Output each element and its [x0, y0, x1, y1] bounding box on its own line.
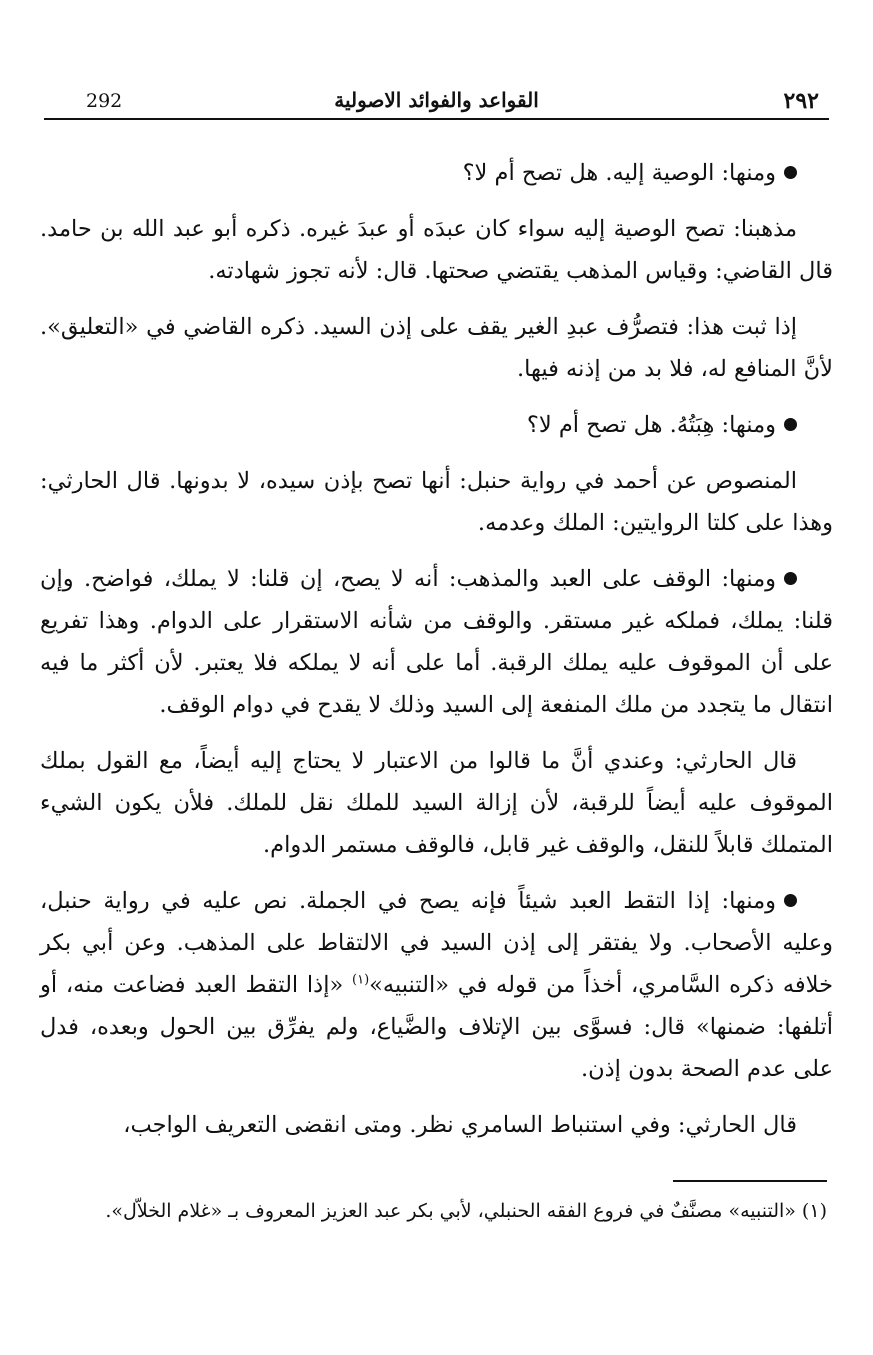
bullet-icon — [784, 166, 797, 179]
paragraph: المنصوص عن أحمد في رواية حنبل: أنها تصح بإذن سيده، لا بدونها. قال الحارثي: وهذا على كلتا الروايتين: الملك وعدمه. — [40, 468, 833, 536]
footnote: (١) «التنبيه» مصنَّفٌ في فروع الفقه الحنبلي، لأبي بكر عبد العزيز المعروف بـ «غلام الخلاّل». — [105, 1200, 827, 1222]
bullet-icon — [784, 894, 797, 907]
page-number-latin: 292 — [86, 90, 123, 112]
paragraph: ومنها: الوقف على العبد والمذهب: أنه لا يصح، إن قلنا: لا يملك، فواضح. وإن قلنا: يملك، فملكه غير مستقر. والوقف من شأنه الاستقرار على الدوام. وهذا تفريع على أن الموقوف عليه يملك الرقبة. أما على أنه لا يملكه فلا يعتبر. لأن أكثر ما فيه انتقال ما يتجدد من ملك المنفعة إلى السيد وذلك لا يقدح في دوام الوقف. — [40, 566, 833, 718]
paragraph: ومنها: هِبَتُهُ. هل تصح أم لا؟ — [40, 404, 833, 446]
running-header — [44, 84, 829, 120]
paragraph: ومنها: الوصية إليه. هل تصح أم لا؟ — [40, 152, 833, 194]
main-text — [40, 152, 833, 1160]
paragraph: مذهبنا: تصح الوصية إليه سواء كان عبدَه أو عبدَ غيره. ذكره أبو عبد الله بن حامد. قال القاضي: وقياس المذهب يقتضي صحتها. قال: لأنه تجوز شهادته. — [40, 216, 833, 284]
footnote-divider — [673, 1180, 827, 1182]
running-title: القواعد والفوائد الاصولية — [334, 88, 539, 112]
footnote-reference[interactable]: (١) — [352, 972, 370, 988]
bullet-icon — [784, 418, 797, 431]
page-number-arabic: ٢٩٢ — [783, 88, 819, 114]
paragraph: قال الحارثي: وفي استنباط السامري نظر. ومتى انقضى التعريف الواجب، — [123, 1112, 797, 1138]
bullet-icon — [784, 572, 797, 585]
paragraph: ومنها: إذا التقط العبد شيئاً فإنه يصح في الجملة. نص عليه في رواية حنبل، وعليه الأصحاب. ولا يفتقر إلى إذن السيد في الالتقاط على المذهب. وعن أبي بكر خلافه ذكره السَّامري، أخذاً من قوله في «التنبيه»$^{(١)}$ «إذا التقط العبد فضاعت منه، أو أتلفها: ضمنها» قال: فسوَّى بين الإتلاف والضَّياع، ولم يفرِّق بين الحول وبعده، فدل على عدم الصحة بدون إذن. — [40, 888, 834, 1082]
paragraph: إذا ثبت هذا: فتصرُّف عبدِ الغير يقف على إذن السيد. ذكره القاضي في «التعليق». لأنَّ المنافع له، فلا بد من إذنه فيها. — [40, 314, 833, 382]
paragraph: قال الحارثي: وعندي أنَّ ما قالوا من الاعتبار لا يحتاج إليه أيضاً، مع القول بملك الموقوف عليه أيضاً للرقبة، لأن إزالة السيد للملك نقل للملك. فلأن يكون الشيء المتملك قابلاً للنقل، والوقف غير قابل، فالوقف مستمر الدوام. — [40, 748, 833, 858]
